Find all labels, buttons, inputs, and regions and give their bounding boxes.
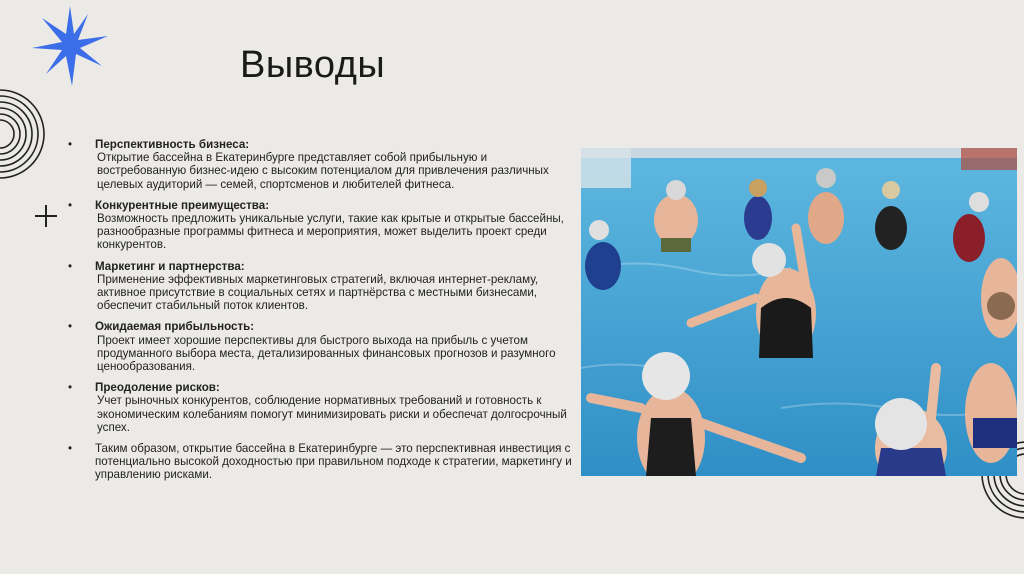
bullet: • [68,381,73,395]
list-item [66,320,576,373]
bullet: • [68,320,73,334]
pool-photo [581,148,1017,476]
item-heading: Ожидаемая прибыльность: [95,320,255,334]
item-text: Проект имеет хорошие перспективы для быстрого выхода на прибыль с учетом продуманного выбора места, детализированных финансовых прогнозов и разумного ценообразования. [97,333,556,374]
item-text: Возможность предложить уникальные услуги, такие как крытые и открытые бассейны, разнообразные программы фитнеса и мероприятия, может выделить проект среди конкурентов. [97,212,564,252]
bullet: • [68,138,73,151]
item-text: Таким образом, открытие бассейна в Екатеринбурге — это перспективная инвестиция с потенциально высокой доходностью при правильном подходе к стратегии, маркетингу и управлению рисками. [95,442,572,482]
bullet: • [68,198,73,212]
item-heading: Маркетинг и партнерства: [95,259,245,273]
list-item [66,138,576,191]
list-item [66,199,576,252]
item-heading: Конкурентные преимущества: [95,198,270,212]
item-text: Применение эффективных маркетинговых стратегий, включая интернет-рекламу, активное присутствие в социальных сетях и партнёрства с местными бизнесами, обеспечит стабильный поток клиентов. [97,272,539,313]
bullet: • [68,442,73,456]
star-burst-icon [28,4,112,88]
item-heading: Преодоление рисков: [95,381,220,395]
slide-title: Выводы [240,44,386,86]
list-item [66,442,576,482]
item-text: Открытие бассейна в Екатеринбурге представляет собой прибыльную и востребованную бизнес-идею с высоким потенциалом для привлечения различных целевых аудиторий — семей, спортсменов и любителей фитнеса. [97,151,549,191]
conclusions-list [66,138,576,490]
list-item [66,260,576,313]
plus-icon [34,204,58,228]
item-text: Учет рыночных конкурентов, соблюдение нормативных требований и готовность к экономическим колебаниям помогут минимизировать риски и обеспечат долгосрочный успех. [97,394,567,434]
item-heading: Перспективность бизнеса: [95,138,250,151]
concentric-circles-icon [0,88,46,180]
bullet: • [68,259,73,273]
pool-illustration [581,148,1017,476]
list-item [66,381,576,434]
